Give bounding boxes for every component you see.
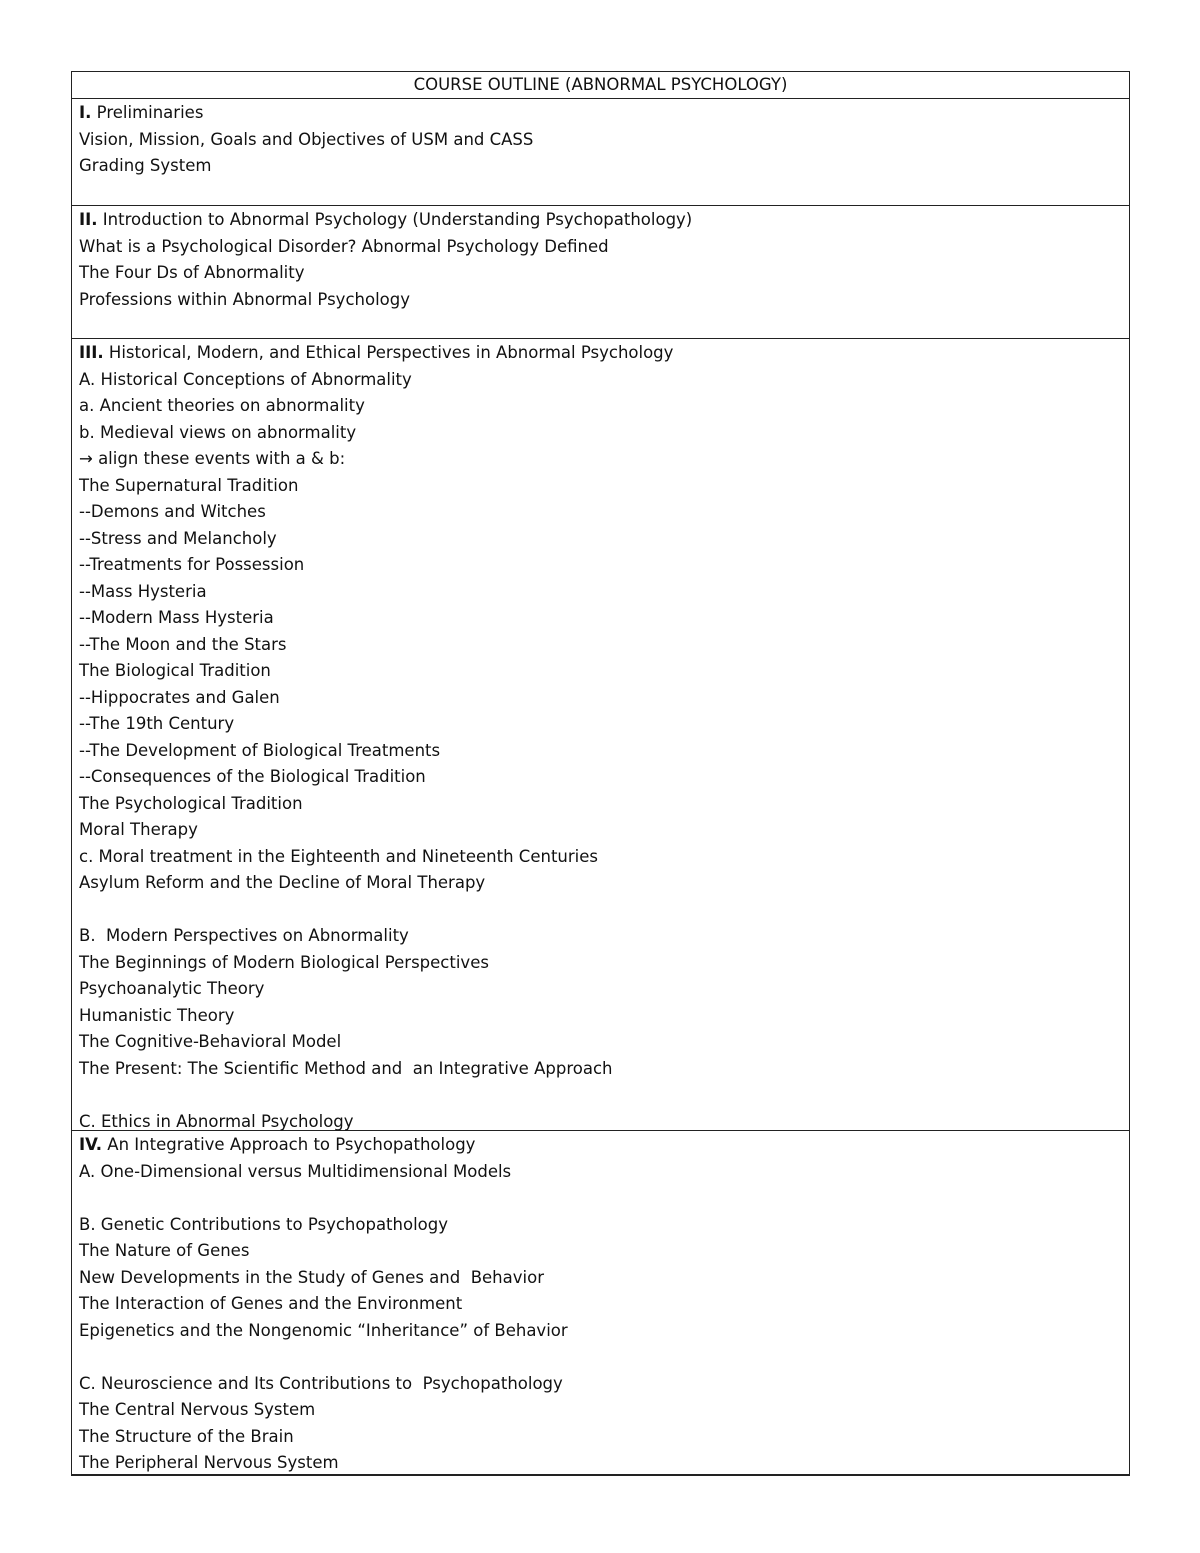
outline-item: The Supernatural Tradition (79, 475, 299, 495)
section-heading-text: Introduction to Abnormal Psychology (Understanding Psychopathology) (97, 210, 693, 229)
outline-item: The Beginnings of Modern Biological Perspectives (79, 952, 489, 972)
outline-item: --Stress and Melancholy (79, 528, 277, 548)
outline-item: Asylum Reform and the Decline of Moral Therapy (79, 873, 486, 892)
section-heading-text: Historical, Modern, and Ethical Perspectives in Abnormal Psychology (103, 343, 674, 362)
section-heading-text: Preliminaries (91, 103, 204, 122)
section-introduction (72, 206, 1129, 339)
outline-item: The Psychological Tradition (79, 793, 303, 813)
outline-item: The Structure of the Brain (79, 1426, 294, 1446)
section-numeral: IV. (79, 1135, 103, 1154)
outline-item: The Present: The Scientific Method and an Integrative Approach (79, 1058, 613, 1078)
outline-item: --Mass Hysteria (79, 581, 207, 601)
outline-item: --Modern Mass Hysteria (79, 608, 274, 627)
section-preliminaries (72, 99, 1129, 206)
outline-item: --The Moon and the Stars (79, 634, 287, 654)
outline-item: Grading System (79, 156, 212, 175)
outline-item: New Developments in the Study of Genes and Behavior (79, 1267, 544, 1287)
outline-item: c. Moral treatment in the Eighteenth and Nineteenth Centuries (79, 846, 598, 866)
section-heading (79, 100, 1122, 127)
outline-item: --The 19th Century (79, 714, 235, 733)
outline-item: A. Historical Conceptions of Abnormality (79, 369, 412, 389)
outline-item: --Demons and Witches (79, 502, 266, 521)
outline-item: C. Neuroscience and Its Contributions to Psychopathology (79, 1373, 563, 1393)
outline-item: The Peripheral Nervous System (79, 1453, 339, 1472)
outline-item: The Interaction of Genes and the Environment (79, 1294, 463, 1313)
outline-item: --Hippocrates and Galen (79, 687, 280, 707)
outline-title: COURSE OUTLINE (ABNORMAL PSYCHOLOGY) (72, 72, 1129, 99)
outline-item: Humanistic Theory (79, 1005, 235, 1025)
outline-item: --The Development of Biological Treatments (79, 740, 441, 760)
outline-item: The Biological Tradition (79, 661, 271, 680)
outline-item: A. One-Dimensional versus Multidimensional Models (79, 1161, 512, 1181)
outline-item: Professions within Abnormal Psychology (79, 289, 410, 309)
outline-item: What is a Psychological Disorder? Abnormal Psychology Defined (79, 236, 609, 256)
section-heading-text: An Integrative Approach to Psychopathology (102, 1135, 476, 1154)
outline-item: Vision, Mission, Goals and Objectives of USM and CASS (79, 129, 534, 149)
blank-line (79, 1082, 1122, 1109)
outline-item: The Four Ds of Abnormality (79, 263, 305, 282)
blank-line (79, 1344, 1122, 1371)
outline-item: The Nature of Genes (79, 1241, 250, 1260)
section-heading (79, 207, 1122, 234)
outline-item: B. Genetic Contributions to Psychopathology (79, 1214, 448, 1234)
section-numeral: I. (79, 103, 92, 122)
outline-item: The Cognitive-Behavioral Model (79, 1032, 342, 1051)
section-heading (79, 1132, 1122, 1159)
outline-item: --Consequences of the Biological Tradition (79, 767, 426, 786)
outline-item: --Treatments for Possession (79, 555, 305, 574)
blank-line (79, 1185, 1122, 1212)
outline-item: C. Ethics in Abnormal Psychology (79, 1111, 354, 1131)
section-numeral: III. (79, 343, 104, 362)
section-perspectives (72, 339, 1129, 1131)
course-outline-table (71, 71, 1130, 1476)
outline-item: Epigenetics and the Nongenomic “Inheritance” of Behavior (79, 1320, 568, 1340)
outline-item: B. Modern Perspectives on Abnormality (79, 926, 409, 945)
outline-item: Moral Therapy (79, 820, 198, 839)
outline-item: a. Ancient theories on abnormality (79, 396, 365, 415)
outline-item: → align these events with a & b: (79, 449, 346, 468)
section-numeral: II. (79, 210, 98, 229)
section-integrative-approach (72, 1131, 1129, 1475)
outline-item: The Central Nervous System (79, 1400, 316, 1419)
outline-item: Psychoanalytic Theory (79, 979, 265, 998)
document-page (71, 71, 1130, 1476)
section-heading (79, 340, 1122, 367)
blank-line (79, 897, 1122, 924)
outline-item: b. Medieval views on abnormality (79, 422, 357, 442)
